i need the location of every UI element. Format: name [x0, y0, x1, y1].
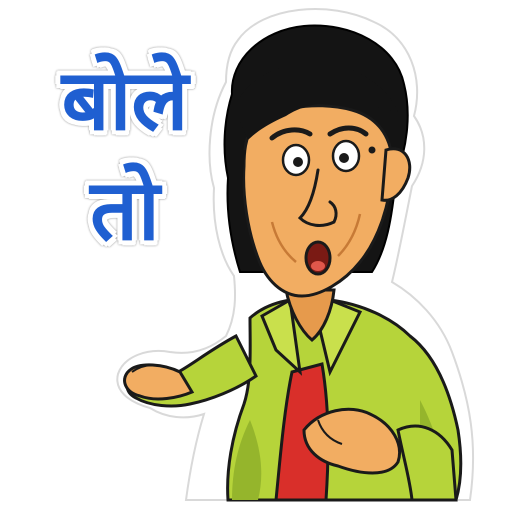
- caption-line-2: तो: [90, 161, 160, 259]
- caption-line-1: बोले: [61, 51, 189, 149]
- caption: [30, 40, 220, 270]
- mole: [369, 147, 376, 154]
